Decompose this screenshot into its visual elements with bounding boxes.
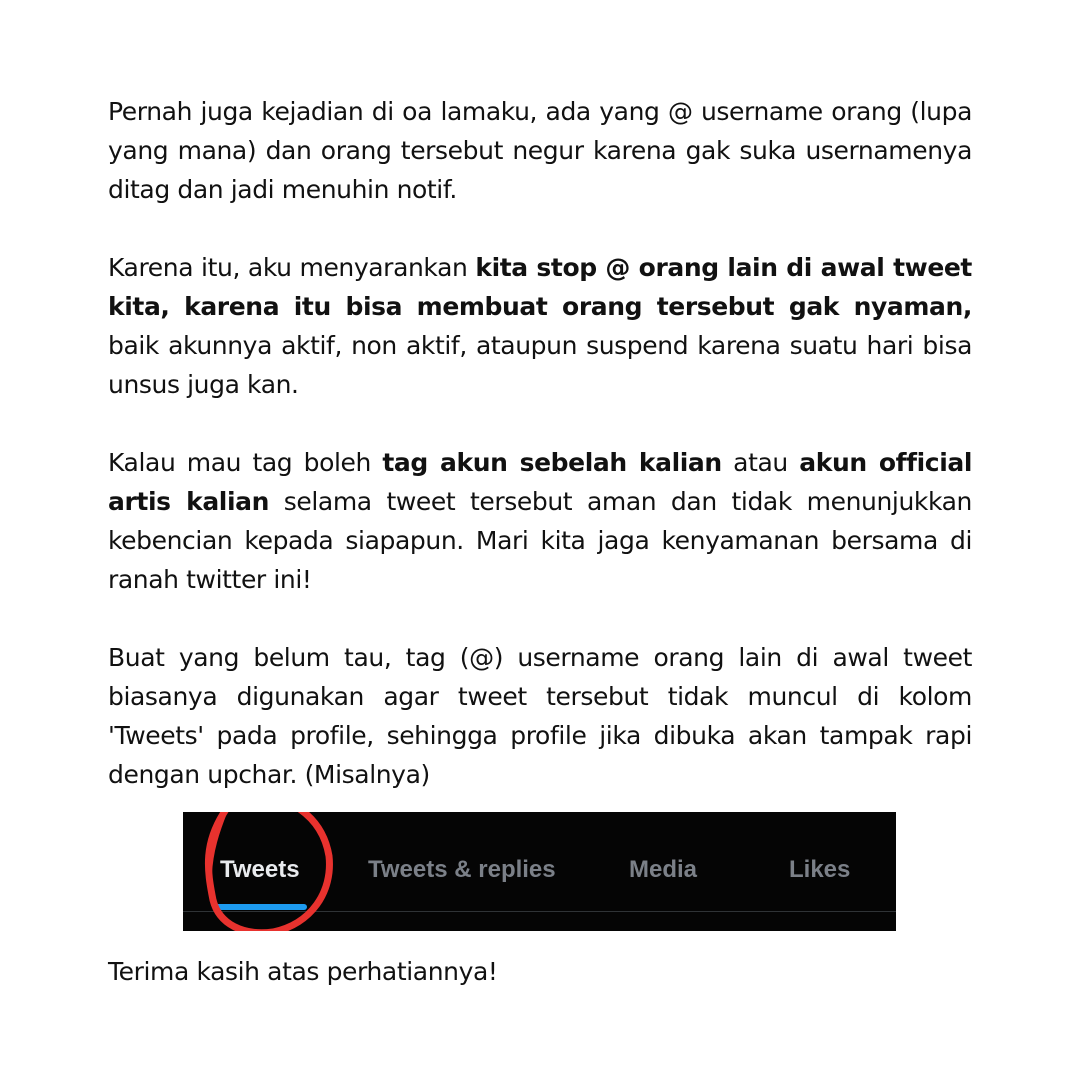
profile-tabs-screenshot (183, 812, 896, 931)
tag-advice-emphasis-2: akun official artis kalian (108, 448, 973, 516)
paragraph-explanation-text: Buat yang belum tau, tag (@) username orang lain di awal tweet biasanya digunakan agar tweet tersebut tidak muncul di kolom 'Tweets' pada profile, sehingga profile jika dibuka akan tampak rapi dengan upchar. (Misalnya) (108, 643, 972, 789)
tab-media[interactable]: Media (629, 856, 698, 883)
tag-advice-intro: Kalau mau tag boleh (108, 448, 383, 477)
paragraph-explanation (108, 638, 972, 794)
closing-line: Terima kasih atas perhatiannya! (108, 957, 498, 986)
paragraph-suggestion (108, 248, 972, 404)
tab-tweets-and-replies[interactable]: Tweets & replies (368, 856, 556, 883)
paragraph-story-text: Pernah juga kejadian di oa lamaku, ada yang @ username orang (lupa yang mana) dan orang tersebut negur karena gak suka usernamenya ditag dan jadi menuhin notif. (108, 97, 972, 204)
post-body (108, 92, 972, 833)
paragraph-tag-advice (108, 443, 972, 599)
suggestion-intro: Karena itu, aku menyarankan (108, 253, 476, 282)
suggestion-rest: baik akunnya aktif, non aktif, ataupun suspend karena suatu hari bisa unsus juga kan. (108, 331, 972, 399)
tab-likes[interactable]: Likes (789, 856, 851, 883)
red-circle-annotation (183, 812, 896, 931)
tag-advice-rest: selama tweet tersebut aman dan tidak menunjukkan kebencian kepada siapapun. Mari kita jaga kenyamanan bersama di ranah twitter ini! (108, 487, 973, 594)
suggestion-emphasis: kita stop @ orang lain di awal tweet kita, karena itu bisa membuat orang tersebut gak nyaman, (108, 253, 972, 321)
tab-tweets[interactable]: Tweets (220, 856, 300, 883)
paragraph-story (108, 92, 972, 209)
tag-advice-emphasis-1: tag akun sebelah kalian (382, 448, 722, 477)
tag-advice-connector: atau (721, 448, 800, 477)
